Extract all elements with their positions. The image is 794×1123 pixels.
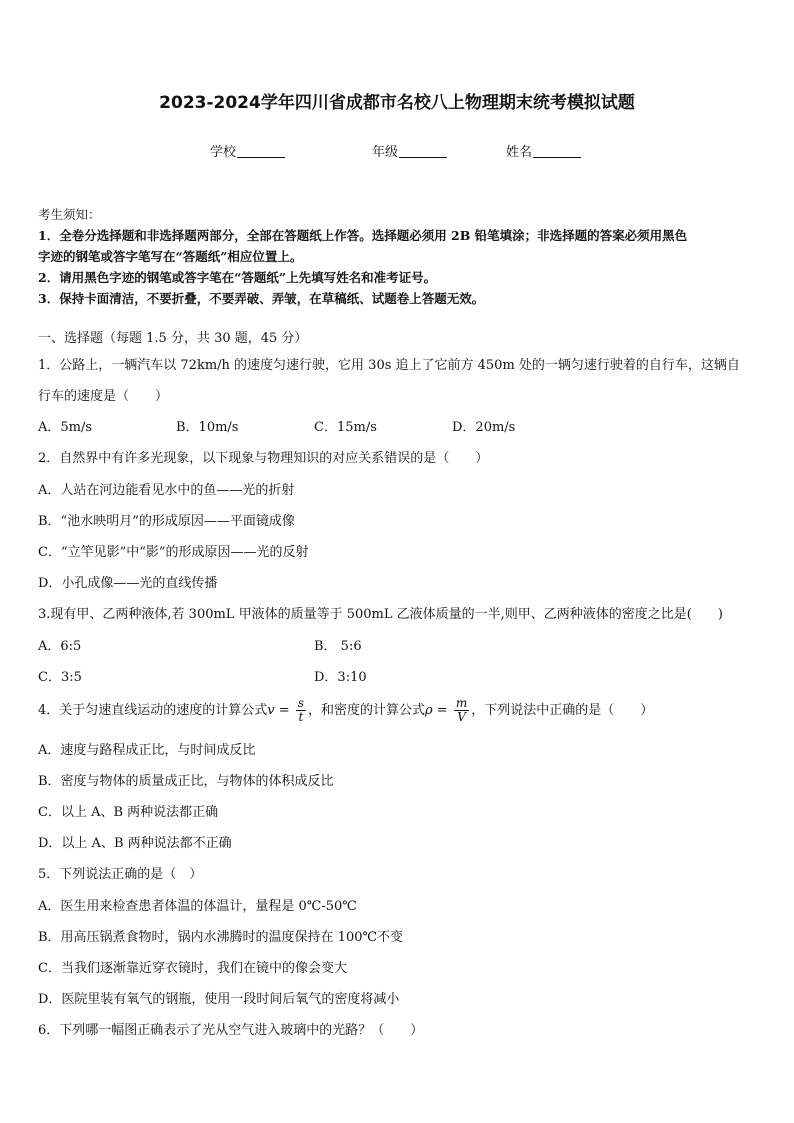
grade-blank[interactable]: [399, 144, 447, 158]
q4-V-symbol: V: [457, 710, 466, 724]
q4-m-symbol: m: [455, 696, 468, 710]
student-info-row: [0, 141, 794, 161]
q2-option-a[interactable]: A．人站在河边能看见水中的鱼——光的折射: [38, 483, 295, 498]
school-blank[interactable]: [237, 144, 285, 158]
notice-item-1: 1．全卷分选择题和非选择题两部分，全部在答题纸上作答。选择题必须用 2B 铅笔填涂；非选择题的答案必须用黑色: [38, 228, 688, 243]
q3-option-c[interactable]: C．3:5: [38, 670, 82, 685]
q4-t-symbol: t: [298, 710, 304, 724]
q1-option-d[interactable]: D．20m/s: [452, 420, 516, 435]
q3-option-a[interactable]: A．6:5: [38, 639, 82, 654]
q1-stem-line2: 行车的速度是（ ）: [38, 389, 169, 404]
q1-option-a[interactable]: A．5m/s: [38, 420, 93, 435]
exam-notice: [38, 204, 760, 309]
notice-heading: 考生须知：: [38, 207, 101, 222]
q4-stem-pre: 4．关于匀速直线运动的速度的计算公式: [38, 703, 268, 718]
q4-option-b[interactable]: B．密度与物体的质量成正比，与物体的体积成反比: [38, 774, 334, 789]
q1-stem-line1: 1．公路上，一辆汽车以 72km/h 的速度匀速行驶，它用 30s 追上了它前方 450m 处的一辆匀速行驶着的自行车，这辆自: [38, 358, 740, 373]
q4-stem: [38, 694, 653, 728]
q2-option-c[interactable]: C．“立竿见影”中“影”的形成原因——光的反射: [38, 545, 309, 560]
q5-option-c[interactable]: C．当我们逐渐靠近穿衣镜时，我们在镜中的像会变大: [38, 961, 347, 976]
q6-stem: 6．下列哪一幅图正确表示了光从空气进入玻璃中的光路？（ ）: [38, 1023, 424, 1038]
section-title: 一、选择题（每题 1.5 分，共 30 题，45 分）: [38, 331, 308, 346]
name-blank[interactable]: [533, 144, 581, 158]
grade-field[interactable]: [372, 141, 447, 160]
q1-option-c[interactable]: C．15m/s: [314, 420, 377, 435]
q4-eq1: =: [274, 703, 294, 718]
q5-option-b[interactable]: B．用高压锅煮食物时，锅内水沸腾时的温度保持在 100℃不变: [38, 930, 404, 945]
name-field[interactable]: [506, 141, 581, 160]
q4-density-fraction: [454, 697, 469, 724]
q4-stem-post: ，下列说法中正确的是（ ）: [471, 703, 654, 718]
q4-stem-mid: ，和密度的计算公式: [307, 703, 425, 718]
q5-stem: 5．下列说法正确的是（ ）: [38, 867, 203, 882]
q4-rho-symbol: ρ: [425, 703, 433, 718]
q4-option-a[interactable]: A．速度与路程成正比，与时间成反比: [38, 743, 256, 758]
q4-eq2: =: [432, 703, 452, 718]
grade-label: 年级: [372, 145, 399, 160]
notice-item-2: 2．请用黑色字迹的钢笔或答字笔在“答题纸”上先填写姓名和准考证号。: [38, 270, 437, 285]
q4-v-symbol: v: [267, 703, 275, 718]
notice-item-3: 3．保持卡面清洁，不要折叠，不要弄破、弄皱，在草稿纸、试题卷上答题无效。: [38, 291, 485, 306]
q2-stem: 2．自然界中有许多光现象，以下现象与物理知识的对应关系错误的是（ ）: [38, 451, 489, 466]
q3-option-d[interactable]: D．3:10: [314, 670, 367, 685]
q2-option-b[interactable]: B．“池水映明月”的形成原因——平面镜成像: [38, 514, 295, 529]
q5-option-d[interactable]: D．医院里装有氧气的钢瓶，使用一段时间后氧气的密度将减小: [38, 992, 400, 1007]
q3-stem: 3.现有甲、乙两种液体,若 300mL 甲液体的质量等于 500mL 乙液体质量的一半,则甲、乙两种液体的密度之比是( ): [38, 607, 723, 622]
school-label: 学校: [210, 145, 237, 160]
q4-s-symbol: s: [297, 696, 304, 710]
notice-item-1-cont: 字迹的钢笔或答字笔写在“答题纸”相应位置上。: [38, 249, 303, 264]
q4-option-c[interactable]: C．以上 A、B 两种说法都正确: [38, 805, 219, 820]
name-label: 姓名: [506, 145, 533, 160]
q5-option-a[interactable]: A．医生用来检查患者体温的体温计，量程是 0℃-50℃: [38, 899, 357, 914]
q3-option-b[interactable]: B． 5:6: [314, 639, 362, 654]
exam-title: 2023-2024学年四川省成都市名校八上物理期末统考模拟试题: [159, 93, 635, 113]
q2-option-d[interactable]: D．小孔成像——光的直线传播: [38, 576, 218, 591]
q4-speed-fraction: [296, 697, 306, 724]
school-field[interactable]: [210, 141, 285, 160]
q4-option-d[interactable]: D．以上 A、B 两种说法都不正确: [38, 836, 232, 851]
q1-option-b[interactable]: B．10m/s: [176, 420, 239, 435]
